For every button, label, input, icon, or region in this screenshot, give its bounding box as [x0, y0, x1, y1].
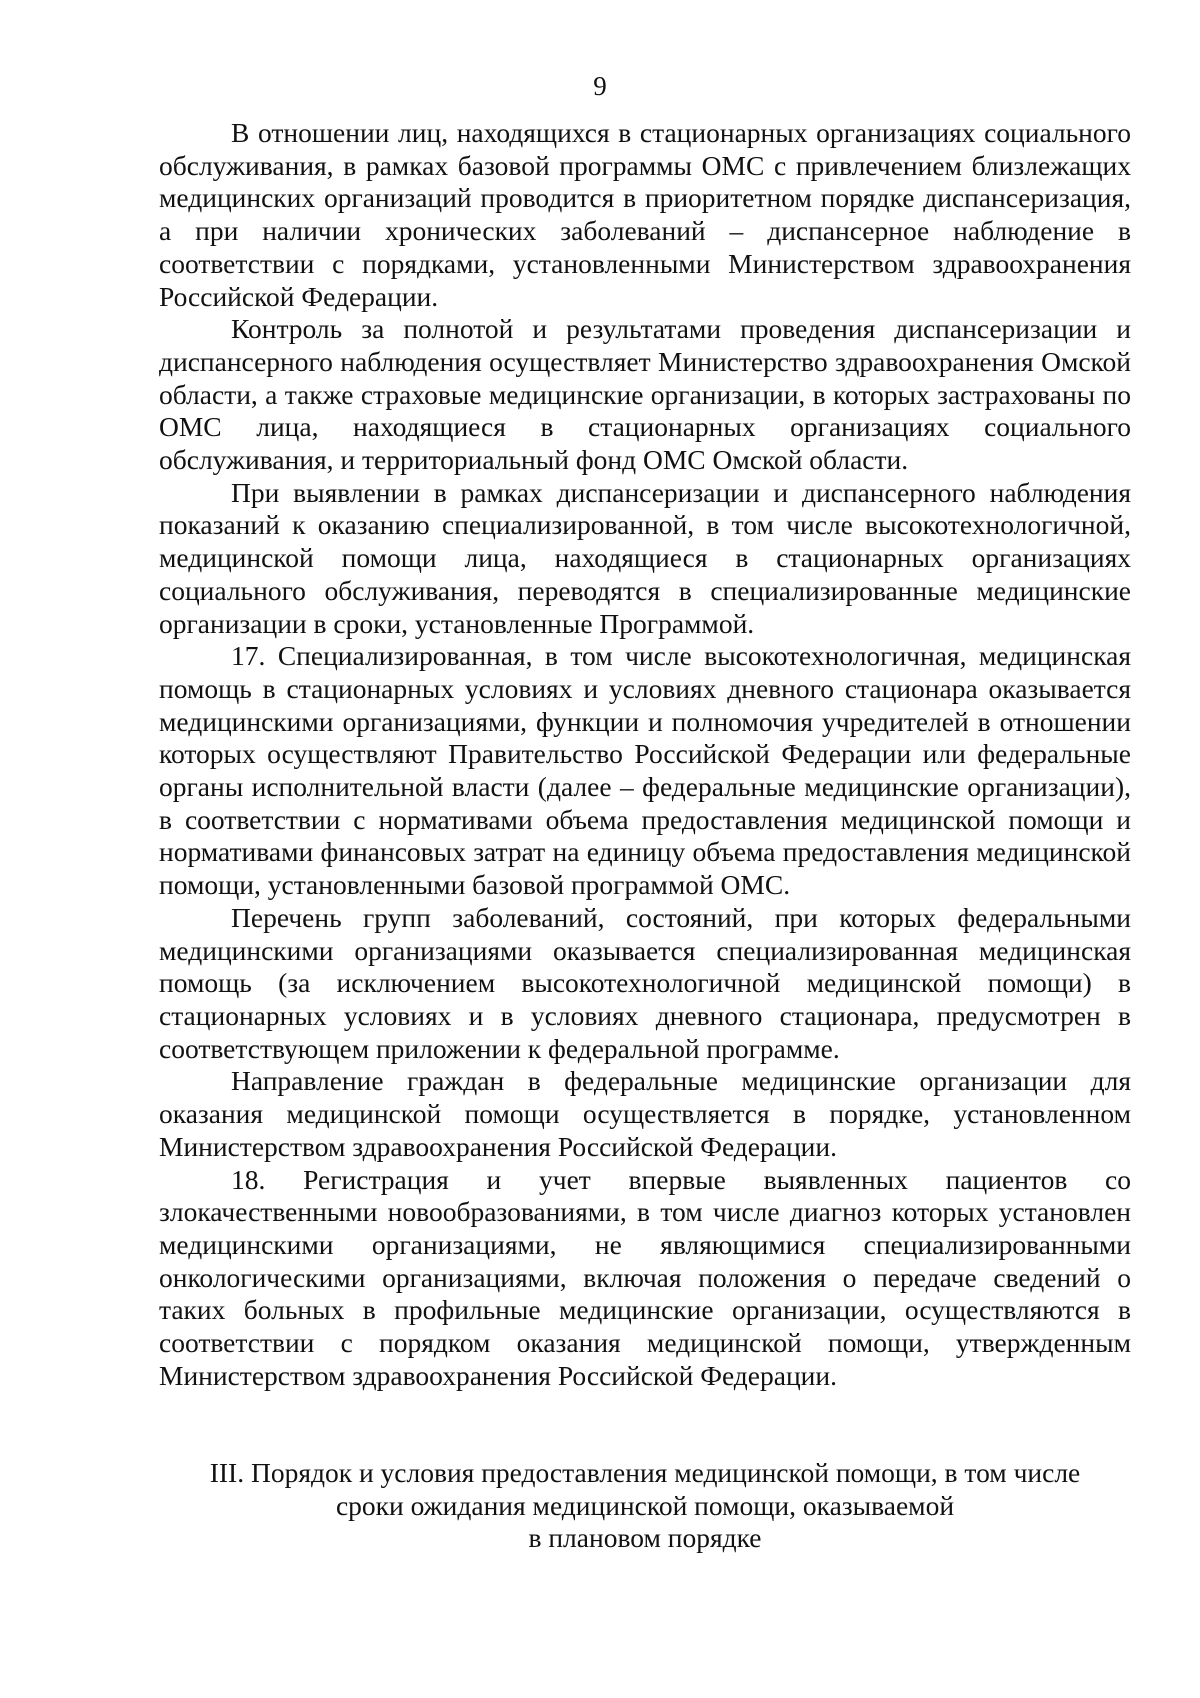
paragraph-monitoring-control: Контроль за полнотой и результатами проведения диспансеризации и диспансерного наблюдения осуществляет Министерство здравоохранения Омской области, а также страховые медицинские организации, в которых застрахованы по ОМС лица, находящиеся в стационарных организациях социального обслуживания, и территориальный фонд ОМС Омской области.	[159, 313, 1131, 476]
section-heading-line: III. Порядок и условия предоставления медицинской помощи, в том числе	[209, 1457, 1081, 1488]
section-heading-iii	[159, 1457, 1131, 1555]
paragraph-item-18: 18. Регистрация и учет впервые выявленных пациентов со злокачественными новообразованиями, в том числе диагноз которых установлен медицинскими организациями, не являющимися специализированными онкологическими организациями, включая положения о передаче сведений о таких больных в профильные медицинские организации, осуществляются в соответствии с порядком оказания медицинской помощи, утвержденным Министерством здравоохранения Российской Федерации.	[159, 1163, 1131, 1391]
paragraph-disease-groups-list: Перечень групп заболеваний, состояний, при которых федеральными медицинскими организациями оказывается специализированная медицинская помощь (за исключением высокотехнологичной медицинской помощи) в стационарных условиях и в условиях дневного стационара, предусмотрен в соответствующем приложении к федеральной программе.	[159, 901, 1131, 1064]
section-heading-line: в плановом порядке	[528, 1522, 762, 1554]
section-heading-line: сроки ожидания медицинской помощи, оказываемой	[335, 1489, 955, 1521]
document-body	[159, 117, 1131, 1392]
paragraph-referral-specialized-care: При выявлении в рамках диспансеризации и диспансерного наблюдения показаний к оказанию специализированной, в том числе высокотехнологичной, медицинской помощи лица, находящиеся в стационарных организациях социального обслуживания, переводятся в специализированные медицинские организации в сроки, установленные Программой.	[159, 476, 1131, 639]
page-number: 9	[593, 71, 607, 101]
paragraph-inpatient-social-care: В отношении лиц, находящихся в стационарных организациях социального обслуживания, в рамках базовой программы ОМС с привлечением близлежащих медицинских организаций проводится в приоритетном порядке диспансеризация, а при наличии хронических заболеваний – диспансерное наблюдение в соответствии с порядками, установленными Министерством здравоохранения Российской Федерации.	[159, 117, 1131, 312]
paragraph-referral-federal-organizations: Направление граждан в федеральные медицинские организации для оказания медицинской помощи осуществляется в порядке, установленном Министерством здравоохранения Российской Федерации.	[159, 1065, 1131, 1162]
paragraph-item-17: 17. Специализированная, в том числе высокотехнологичная, медицинская помощь в стационарных условиях и условиях дневного стационара оказывается медицинскими организациями, функции и полномочия учредителей в отношении которых осуществляют Правительство Российской Федерации или федеральные органы исполнительной власти (далее – федеральные медицинские организации), в соответствии с нормативами объема предоставления медицинской помощи и нормативами финансовых затрат на единицу объема предоставления медицинской помощи, установленными базовой программой ОМС.	[159, 640, 1131, 901]
